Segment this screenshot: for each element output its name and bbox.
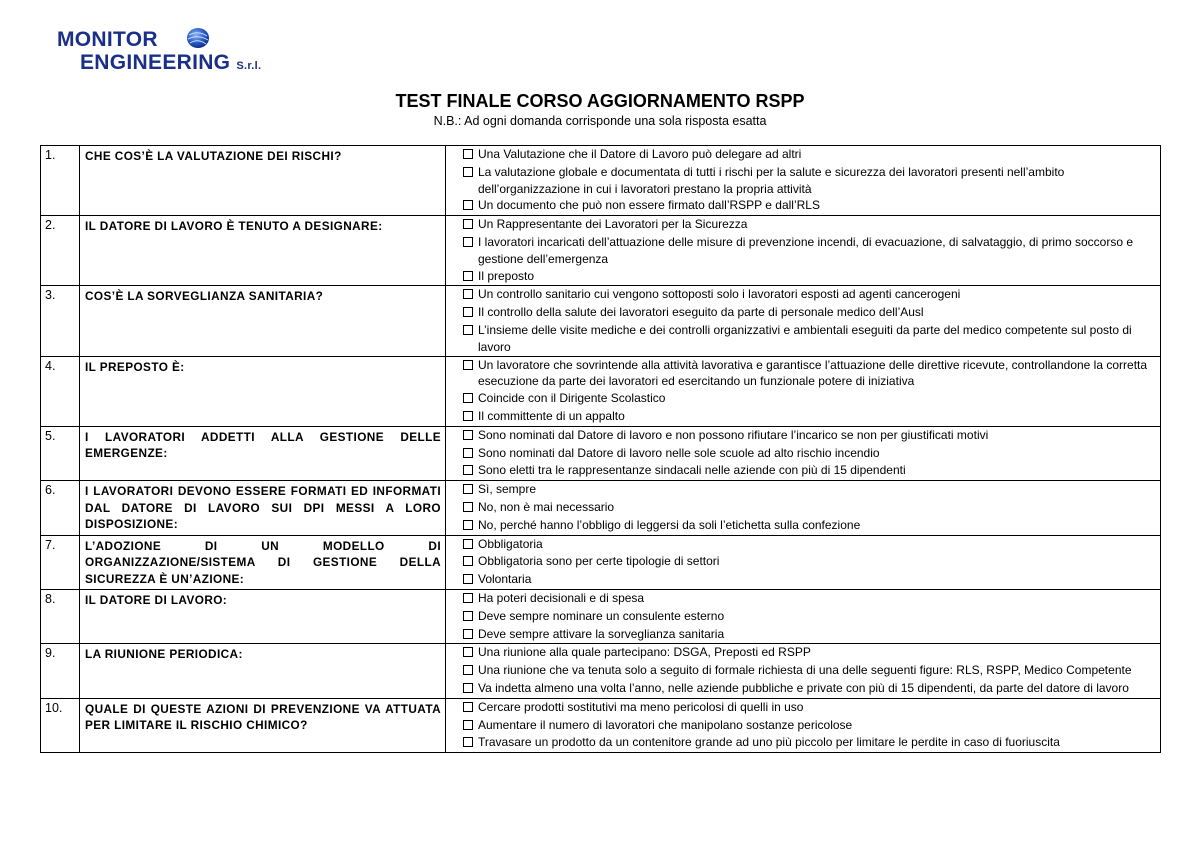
question-number: 6.: [41, 481, 80, 535]
question-text: IL DATORE DI LAVORO È TENUTO A DESIGNARE:: [80, 216, 446, 286]
answer-checkbox[interactable]: [446, 146, 478, 164]
answer-option-text: Ha poteri decisionali e di spesa: [478, 590, 645, 605]
answer-options: [446, 216, 1161, 286]
question-text: IL PREPOSTO È:: [80, 356, 446, 426]
answer-checkbox[interactable]: [446, 462, 478, 480]
question-number: 7.: [41, 535, 80, 589]
answer-checkbox[interactable]: [446, 286, 478, 304]
answer-checkbox[interactable]: [446, 427, 478, 445]
question-text: IL DATORE DI LAVORO:: [80, 589, 446, 643]
question-text: CHE COS’È LA VALUTAZIONE DEI RISCHI?: [80, 146, 446, 216]
checkbox-square-icon[interactable]: [463, 448, 473, 458]
answer-option: [446, 626, 1160, 644]
answer-options: [446, 535, 1161, 589]
question-text: COS’È LA SORVEGLIANZA SANITARIA?: [80, 286, 446, 356]
checkbox-square-icon[interactable]: [463, 325, 473, 335]
answer-checkbox[interactable]: [446, 357, 478, 391]
answer-checkbox[interactable]: [446, 590, 478, 608]
checkbox-square-icon[interactable]: [463, 200, 473, 210]
answer-checkbox[interactable]: [446, 445, 478, 463]
answer-option-text: Deve sempre nominare un consulente esterno: [478, 608, 725, 623]
question-number: 10.: [41, 698, 80, 752]
answer-checkbox[interactable]: [446, 408, 478, 426]
question-number: 4.: [41, 356, 80, 426]
answer-option-text: Il preposto: [478, 268, 535, 283]
answer-option: [446, 536, 1160, 554]
answer-option-text: Una Valutazione che il Datore di Lavoro può delegare ad altri: [478, 147, 802, 161]
answer-option: [446, 517, 1160, 535]
checkbox-square-icon[interactable]: [463, 484, 473, 494]
checkbox-square-icon[interactable]: [463, 539, 473, 549]
question-number: 1.: [41, 146, 80, 216]
answer-options: [446, 356, 1161, 426]
answer-checkbox[interactable]: [446, 390, 478, 408]
answer-option: [446, 146, 1160, 164]
checkbox-square-icon[interactable]: [463, 556, 473, 566]
answer-option: [446, 234, 1160, 268]
question-row: [41, 426, 1161, 480]
answer-option: [446, 608, 1160, 626]
answer-checkbox[interactable]: [446, 234, 478, 268]
answer-option-text: I lavoratori incaricati dell’attuazione delle misure di prevenzione incendi, di evacuazione, di salvataggio, di primo soccorso e gestione dell’emergenza: [478, 234, 1134, 266]
answer-option: [446, 304, 1160, 322]
question-text: L’ADOZIONE DI UN MODELLO DI ORGANIZZAZIONE/SISTEMA DI GESTIONE DELLA SICUREZZA È UN’AZIONE:: [80, 535, 446, 589]
page-title: TEST FINALE CORSO AGGIORNAMENTO RSPP: [395, 91, 805, 111]
answer-option-text: Travasare un prodotto da un contenitore grande ad uno più piccolo per limitare le perdite in caso di fuoriuscita: [478, 735, 1060, 750]
checkbox-square-icon[interactable]: [463, 411, 473, 421]
answer-checkbox[interactable]: [446, 268, 478, 286]
answer-option-text: Va indetta almeno una volta l’anno, nelle aziende pubbliche e private con più di 15 dipendenti, da parte del datore di lavoro: [478, 680, 1129, 695]
checkbox-square-icon[interactable]: [463, 289, 473, 299]
answer-option: [446, 734, 1160, 752]
answer-option-text: Un lavoratore che sovrintende alla attività lavorativa e garantisce l’attuazione delle direttive ricevute, controllandone la corretta esecuzione da parte dei lavoratori ed esercitando un funzionale potere di iniziativa: [478, 357, 1148, 389]
answer-option: [446, 390, 1160, 408]
answer-checkbox[interactable]: [446, 499, 478, 517]
checkbox-square-icon[interactable]: [463, 465, 473, 475]
logo-suffix: S.r.l.: [236, 60, 262, 72]
answer-option: [446, 699, 1160, 717]
question-row: [41, 146, 1161, 216]
answer-option: [446, 164, 1160, 198]
answer-option-text: Sono nominati dal Datore di lavoro nelle sole scuole ad alto rischio incendio: [478, 445, 880, 460]
answer-option-text: Coincide con il Dirigente Scolastico: [478, 391, 666, 406]
question-row: [41, 356, 1161, 426]
checkbox-square-icon[interactable]: [463, 611, 473, 621]
answer-options: [446, 644, 1161, 698]
checkbox-square-icon[interactable]: [463, 307, 473, 317]
answer-option: [446, 481, 1160, 499]
answer-checkbox[interactable]: [446, 626, 478, 644]
checkbox-square-icon[interactable]: [463, 393, 473, 403]
question-row: [41, 481, 1161, 535]
answer-checkbox[interactable]: [446, 734, 478, 752]
answer-options: [446, 698, 1161, 752]
answer-checkbox[interactable]: [446, 322, 478, 356]
checkbox-square-icon[interactable]: [463, 702, 473, 712]
checkbox-square-icon[interactable]: [463, 149, 473, 159]
question-number: 3.: [41, 286, 80, 356]
answer-option-text: Una riunione che va tenuta solo a seguito di formale richiesta di una delle seguenti figure: RLS, RSPP, Medico Competente: [478, 663, 1132, 678]
answer-option-text: No, non è mai necessario: [478, 499, 615, 514]
checkbox-square-icon[interactable]: [463, 167, 473, 177]
checkbox-square-icon[interactable]: [463, 683, 473, 693]
answer-option-text: Il committente di un appalto: [478, 408, 625, 423]
answer-options: [446, 481, 1161, 535]
answer-checkbox[interactable]: [446, 699, 478, 717]
answer-option-text: No, perché hanno l’obbligo di leggersi da soli l’etichetta sulla confezione: [478, 517, 861, 532]
answer-option: [446, 445, 1160, 463]
answer-option: [446, 427, 1160, 445]
answer-option: [446, 644, 1160, 662]
question-row: [41, 589, 1161, 643]
answer-option-text: Volontaria: [478, 572, 532, 587]
question-number: 2.: [41, 216, 80, 286]
page-subtitle: N.B.: Ad ogni domanda corrisponde una sola risposta esatta: [433, 114, 767, 128]
checkbox-square-icon[interactable]: [463, 430, 473, 440]
checkbox-square-icon[interactable]: [463, 502, 473, 512]
answer-option: [446, 462, 1160, 480]
question-row: [41, 286, 1161, 356]
checkbox-square-icon[interactable]: [463, 720, 473, 730]
answer-option: [446, 680, 1160, 698]
answer-option: [446, 662, 1160, 680]
answer-option: [446, 717, 1160, 735]
checkbox-square-icon[interactable]: [463, 647, 473, 657]
answer-option-text: Sono eletti tra le rappresentanze sindacali nelle aziende con più di 15 dipendenti: [478, 463, 906, 478]
answer-option-text: Un controllo sanitario cui vengono sottoposti solo i lavoratori esposti ad agenti cancerogeni: [478, 287, 961, 302]
answer-option-text: L’insieme delle visite mediche e dei controlli organizzativi e ambientali eseguiti da parte del medico competente sul posto di lavoro: [478, 322, 1132, 354]
answer-option-text: Un Rappresentante dei Lavoratori per la Sicurezza: [478, 217, 748, 232]
answer-checkbox[interactable]: [446, 553, 478, 571]
question-number: 9.: [41, 644, 80, 698]
checkbox-square-icon[interactable]: [463, 593, 473, 603]
answer-options: [446, 286, 1161, 356]
question-number: 5.: [41, 426, 80, 480]
question-row: [41, 535, 1161, 589]
answer-option-text: Cercare prodotti sostitutivi ma meno pericolosi di quelli in uso: [478, 699, 804, 714]
answer-options: [446, 146, 1161, 216]
checkbox-square-icon[interactable]: [463, 520, 473, 530]
answer-option: [446, 571, 1160, 589]
answer-checkbox[interactable]: [446, 197, 478, 215]
answer-option-text: Una riunione alla quale partecipano: DSGA, Preposti ed RSPP: [478, 645, 811, 660]
answer-option: [446, 590, 1160, 608]
answer-options: [446, 426, 1161, 480]
checkbox-square-icon[interactable]: [463, 271, 473, 281]
answer-options: [446, 589, 1161, 643]
answer-checkbox[interactable]: [446, 644, 478, 662]
answer-checkbox[interactable]: [446, 216, 478, 234]
answer-option: [446, 499, 1160, 517]
answer-option-text: Un documento che può non essere firmato dall’RSPP e dall’RLS: [478, 198, 820, 213]
answer-checkbox[interactable]: [446, 717, 478, 735]
answer-option-text: Obbligatoria sono per certe tipologie di settori: [478, 554, 720, 569]
logo-line2: ENGINEERING S.r.l.: [80, 51, 262, 74]
question-row: [41, 644, 1161, 698]
questions-table: [40, 145, 1161, 753]
answer-checkbox[interactable]: [446, 608, 478, 626]
answer-checkbox[interactable]: [446, 481, 478, 499]
question-text: I LAVORATORI ADDETTI ALLA GESTIONE DELLE EMERGENZE:: [80, 426, 446, 480]
checkbox-square-icon[interactable]: [463, 629, 473, 639]
checkbox-square-icon[interactable]: [463, 360, 473, 370]
question-text: QUALE DI QUESTE AZIONI DI PREVENZIONE VA ATTUATA PER LIMITARE IL RISCHIO CHIMICO?: [80, 698, 446, 752]
checkbox-square-icon[interactable]: [463, 237, 473, 247]
answer-option-text: Il controllo della salute dei lavoratori eseguito da parte di personale medico dell’Ausl: [478, 305, 924, 320]
answer-option: [446, 268, 1160, 286]
logo-line1: MONITOR: [57, 28, 158, 51]
checkbox-square-icon[interactable]: [463, 665, 473, 675]
checkbox-square-icon[interactable]: [463, 737, 473, 747]
answer-checkbox[interactable]: [446, 536, 478, 554]
answer-checkbox[interactable]: [446, 680, 478, 698]
answer-option: [446, 408, 1160, 426]
question-text: I LAVORATORI DEVONO ESSERE FORMATI ED INFORMATI DAL DATORE DI LAVORO SUI DPI MESSI A LORO DISPOSIZIONE:: [80, 481, 446, 535]
globe-icon: [185, 27, 211, 49]
question-row: [41, 698, 1161, 752]
answer-option: [446, 286, 1160, 304]
answer-checkbox[interactable]: [446, 164, 478, 198]
answer-option-text: Aumentare il numero di lavoratori che manipolano sostanze pericolose: [478, 717, 853, 732]
question-row: [41, 216, 1161, 286]
answer-option: [446, 322, 1160, 356]
answer-option-text: La valutazione globale e documentata di tutti i rischi per la salute e sicurezza dei lavoratori presenti nell’ambito dell’organizzazione in cui i lavoratori prestano la propria attività: [478, 164, 1065, 196]
answer-option-text: Obbligatoria: [478, 536, 543, 551]
answer-option-text: Deve sempre attivare la sorveglianza sanitaria: [478, 626, 725, 641]
answer-checkbox[interactable]: [446, 304, 478, 322]
answer-checkbox[interactable]: [446, 662, 478, 680]
checkbox-square-icon[interactable]: [463, 574, 473, 584]
checkbox-square-icon[interactable]: [463, 219, 473, 229]
answer-option: [446, 216, 1160, 234]
answer-option-text: Sì, sempre: [478, 482, 537, 497]
answer-option: [446, 553, 1160, 571]
answer-checkbox[interactable]: [446, 571, 478, 589]
company-logo: [57, 26, 317, 76]
question-text: LA RIUNIONE PERIODICA:: [80, 644, 446, 698]
answer-option: [446, 197, 1160, 215]
answer-option-text: Sono nominati dal Datore di lavoro e non possono rifiutare l’incarico se non per giustificati motivi: [478, 427, 989, 442]
answer-option: [446, 357, 1160, 391]
answer-checkbox[interactable]: [446, 517, 478, 535]
question-number: 8.: [41, 589, 80, 643]
